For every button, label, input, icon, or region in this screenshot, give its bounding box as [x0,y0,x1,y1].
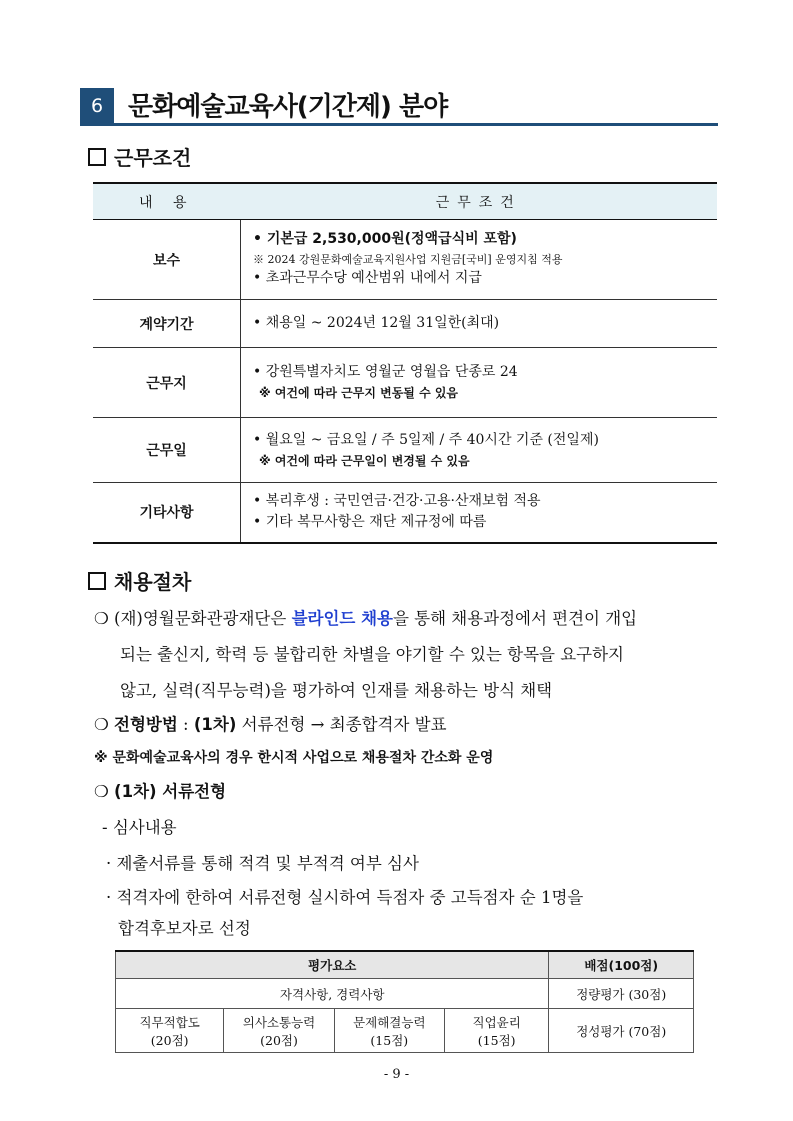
row-label: 계약기간 [93,300,241,348]
row-value [241,418,718,483]
eval-item-cell: 문제해결능력 (15점) [334,1009,444,1053]
circle-bullet-icon: ❍ [94,609,115,628]
checkbox-square-icon [88,572,106,590]
circle-bullet-icon: ❍ [94,715,115,734]
salary-note: ※ 2024 강원문화예술교육지원사업 지원금[국비] 운영지침 적용 [253,252,563,266]
workday-line: • 월요일 ~ 금요일 / 주 5일제 / 주 40시간 기준 (전일제) [253,431,599,448]
table-row [116,979,694,1009]
eval-quantitative-cell: 정량평가 (30점) [549,979,694,1009]
review-bullet-cont: 합격후보자로 선정 [118,919,251,938]
procedure-heading: 채용절차 [88,566,191,595]
workplace-line: • 강원특별자치도 영월군 영월읍 단종로 24 [253,364,518,381]
eval-qualitative-cell: 정성평가 (70점) [549,1009,694,1053]
checkbox-square-icon [88,148,106,166]
evaluation-table [115,950,694,1053]
other-line: • 기타 복무사항은 재단 제규정에 따름 [253,514,487,531]
work-conditions-heading: 근무조건 [88,142,191,171]
eval-factor-header: 평가요소 [116,951,549,979]
review-bullet: · 제출서류를 통해 적격 및 부적격 여부 심사 [106,854,419,873]
work-conditions-table [93,182,717,544]
circle-bullet-icon: ❍ [94,782,115,801]
eval-item-cell: 의사소통능력 (20점) [224,1009,334,1053]
stage1-heading: ❍ (1차) 서류전형 [94,782,227,801]
overtime-line: • 초과근무수당 예산범위 내에서 지급 [253,270,482,287]
col-header-content: 내 용 [93,183,241,220]
table-row [93,418,717,483]
section-title: 문화예술교육사(기간제) 분야 [128,92,448,122]
table-row [93,220,717,300]
review-content-label: - 심사내용 [102,818,177,837]
table-row [93,300,717,348]
row-value [241,300,718,348]
paragraph-line: 않고, 실력(직무능력)을 평가하여 인재를 채용하는 방식 채택 [120,681,553,700]
workplace-note: ※ 여건에 따라 근무지 변동될 수 있음 [259,386,459,401]
row-label: 기타사항 [93,483,241,543]
row-label: 보수 [93,220,241,300]
row-value [241,220,718,300]
blind-hiring-paragraph: ❍ (재)영월문화관광재단은 블라인드 채용을 통해 채용과정에서 편견이 개입 [94,609,638,628]
table-row [93,348,717,418]
review-bullet: · 적격자에 한하여 서류전형 실시하여 득점자 중 고득점자 순 1명을 [106,888,584,907]
col-header-conditions: 근무조건 [241,183,718,220]
paragraph-line: 되는 출신지, 학력 등 불합리한 차별을 야기할 수 있는 항목을 요구하지 [120,645,624,664]
salary-line: • 기본급 2,530,000원(정액급식비 포함) [253,231,517,248]
table-row [116,1009,694,1053]
workday-note: ※ 여건에 따라 근무일이 변경될 수 있음 [259,453,470,468]
section-underline [80,123,718,126]
row-label: 근무지 [93,348,241,418]
row-value [241,348,718,418]
table-row [93,483,717,543]
eval-item-cell: 직무적합도 (20점) [116,1009,224,1053]
selection-method: ❍ 전형방법 : (1차) 서류전형 → 최종합격자 발표 [94,715,447,734]
simplified-process-note: ※ 문화예술교육사의 경우 한시적 사업으로 채용절차 간소화 운영 [94,750,494,766]
blind-hiring-highlight: 블라인드 채용 [291,609,393,628]
welfare-line: • 복리후생 : 국민연금·건강·고용·산재보험 적용 [253,492,541,509]
table-header-row [93,183,717,220]
section-number: 6 [80,88,114,124]
contract-line: • 채용일 ~ 2024년 12월 31일한(최대) [253,314,500,331]
page-number: - 9 - [383,1067,410,1082]
eval-header-row [116,951,694,979]
row-value [241,483,718,543]
eval-qualification-cell: 자격사항, 경력사항 [116,979,549,1009]
row-label: 근무일 [93,418,241,483]
eval-score-header: 배점(100점) [549,951,694,979]
eval-item-cell: 직업윤리 (15점) [444,1009,548,1053]
